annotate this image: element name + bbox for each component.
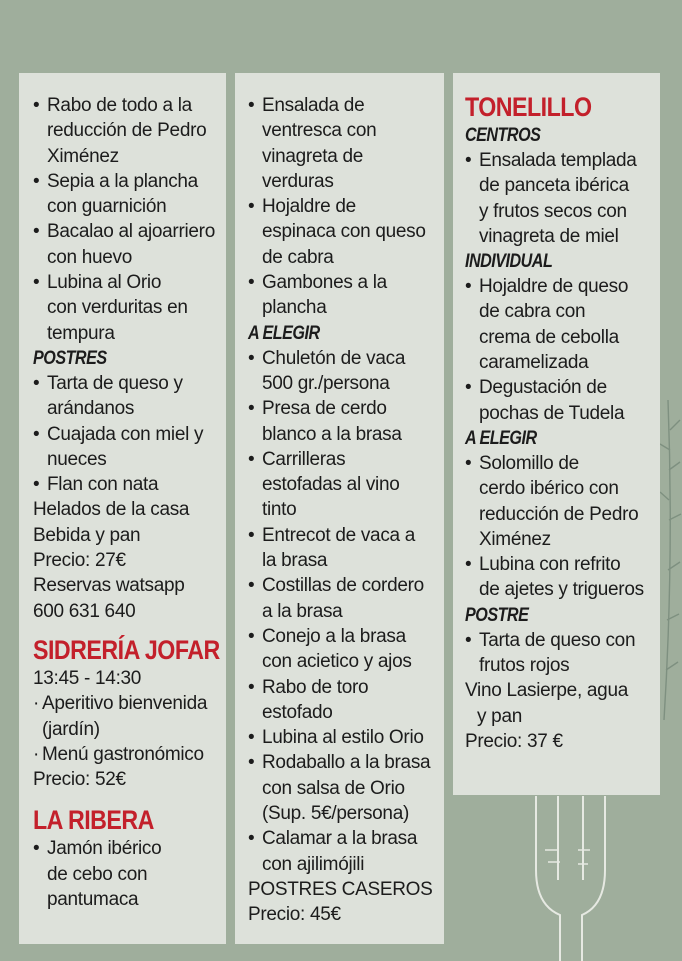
herb-sprig-decoration bbox=[660, 400, 681, 720]
section-heading-individual: INDIVIDUAL bbox=[465, 251, 553, 273]
list-item: • Ensalada templada de panceta ibérica y frutos secos con vinagreta de miel bbox=[465, 148, 660, 249]
restaurant-title-tonelillo: TONELILLO bbox=[465, 92, 592, 122]
dish-list bbox=[33, 836, 226, 912]
list-item: • Gambones a la plancha bbox=[248, 270, 444, 321]
menu-column-left bbox=[19, 73, 226, 944]
drinks-line-cont: y pan bbox=[477, 705, 522, 727]
list-item: • Jamón ibérico de cebo con pantumaca bbox=[33, 836, 226, 912]
list-item: • Tarta de queso y arándanos bbox=[33, 371, 226, 422]
price-line: Precio: 27€ bbox=[33, 550, 126, 572]
list-item: • Bacalao al ajoarriero con huevo bbox=[33, 219, 226, 270]
aperitivo-line: · Aperitivo bienvenida bbox=[33, 691, 226, 716]
list-item: • Costillas de cordero a la brasa bbox=[248, 573, 444, 624]
drinks-line: Vino Lasierpe, agua bbox=[465, 680, 628, 702]
list-item: • Lubina con refrito de ajetes y trigueros bbox=[465, 552, 660, 603]
list-item: • Entrecot de vaca a la brasa bbox=[248, 523, 444, 574]
dessert-list bbox=[465, 628, 660, 679]
list-item: • Rodaballo a la brasa con salsa de Orio (Sup. 5€/persona) bbox=[248, 750, 444, 826]
list-item: • Flan con nata bbox=[33, 472, 226, 497]
price-line: Precio: 37 € bbox=[465, 730, 563, 752]
list-item: • Cuajada con miel y nueces bbox=[33, 422, 226, 473]
list-item: • Presa de cerdo blanco a la brasa bbox=[248, 396, 444, 447]
restaurant-title-sidreria: SIDRERÍA JOFAR bbox=[33, 634, 220, 665]
menu-column-right bbox=[453, 73, 660, 795]
list-item: • Degustación de pochas de Tudela bbox=[465, 375, 660, 426]
extras-line: Helados de la casa bbox=[33, 499, 190, 521]
section-heading-centros: CENTROS bbox=[465, 125, 541, 146]
list-item: • Lubina al estilo Orio bbox=[248, 725, 444, 750]
list-item: • Hojaldre de queso de cabra con crema de cebolla caramelizada bbox=[465, 274, 660, 375]
dish-list bbox=[465, 274, 660, 426]
section-heading-postre: POSTRE bbox=[465, 604, 529, 626]
list-item: • Calamar a la brasa con ajilimójili bbox=[248, 826, 444, 877]
main-course-list bbox=[248, 346, 444, 877]
list-item: • Lubina al Orio con verduritas en tempura bbox=[33, 270, 226, 346]
section-heading-a-elegir: A ELEGIR bbox=[248, 322, 320, 344]
desserts-line: POSTRES CASEROS bbox=[248, 878, 433, 900]
fork-illustration bbox=[536, 796, 605, 961]
menu-column-middle bbox=[235, 73, 444, 944]
menu-line: · Menú gastronómico bbox=[33, 742, 226, 767]
phone-number: 600 631 640 bbox=[33, 600, 136, 622]
reservations-line: Reservas watsapp bbox=[33, 575, 185, 597]
main-course-list bbox=[465, 451, 660, 603]
section-heading-postres: POSTRES bbox=[33, 347, 107, 369]
dish-list bbox=[248, 93, 444, 321]
list-item: • Rabo de todo a la reducción de Pedro Ximénez bbox=[33, 93, 226, 169]
price-line: Precio: 52€ bbox=[33, 769, 126, 791]
dish-list bbox=[465, 148, 660, 249]
list-item: • Rabo de toro estofado bbox=[248, 675, 444, 726]
list-item: • Chuletón de vaca 500 gr./persona bbox=[248, 346, 444, 397]
list-item: • Carrilleras estofadas al vino tinto bbox=[248, 447, 444, 523]
dessert-list bbox=[33, 371, 226, 497]
drinks-line: Bebida y pan bbox=[33, 524, 141, 546]
dish-list bbox=[33, 93, 226, 346]
list-item: • Ensalada de ventresca con vinagreta de verduras bbox=[248, 93, 444, 194]
list-item: • Tarta de queso con frutos rojos bbox=[465, 628, 660, 679]
list-item: • Hojaldre de espinaca con queso de cabra bbox=[248, 194, 444, 270]
section-heading-a-elegir: A ELEGIR bbox=[465, 427, 537, 449]
list-item: • Solomillo de cerdo ibérico con reducción de Pedro Ximénez bbox=[465, 451, 660, 552]
list-item: • Conejo a la brasa con acietico y ajos bbox=[248, 624, 444, 675]
schedule-line: 13:45 - 14:30 bbox=[33, 667, 142, 689]
price-line: Precio: 45€ bbox=[248, 904, 341, 926]
restaurant-title-ribera: LA RIBERA bbox=[33, 805, 154, 836]
aperitivo-detail: (jardín) bbox=[42, 718, 100, 740]
list-item: • Sepia a la plancha con guarnición bbox=[33, 169, 226, 220]
